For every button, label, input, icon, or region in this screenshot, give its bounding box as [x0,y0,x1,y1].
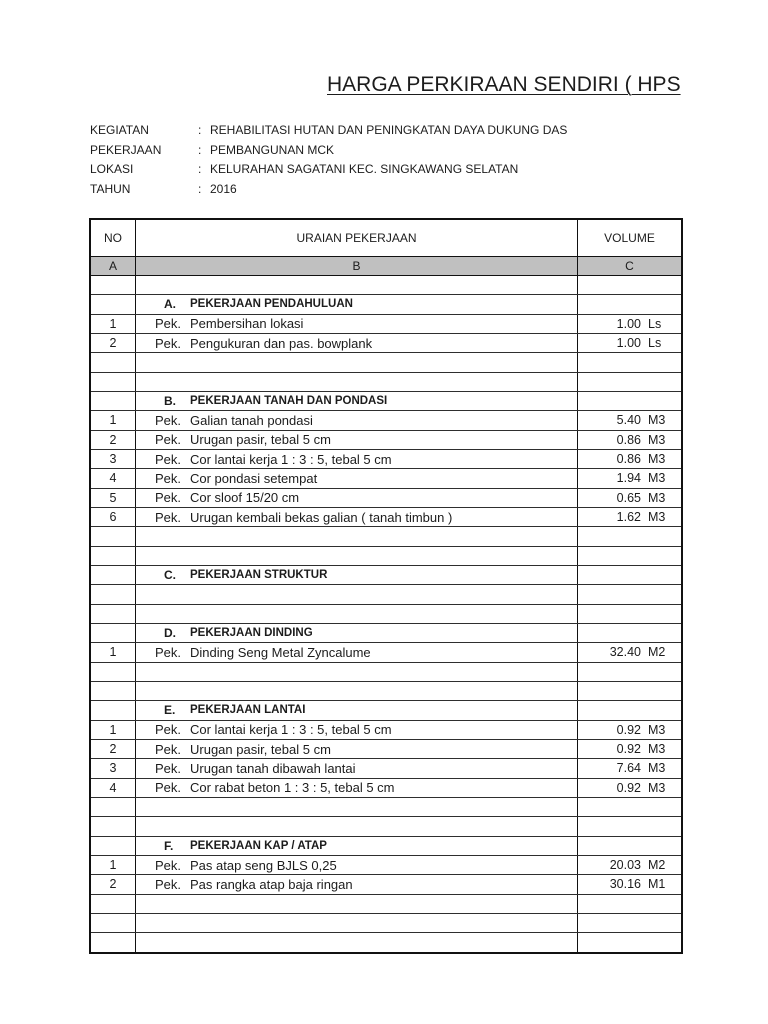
volume-cell [578,450,681,468]
volume-unit: M3 [648,761,666,776]
volume-quantity: 20.03 [609,858,641,872]
item-number: 1 [109,858,117,872]
description-cell [136,508,578,526]
no-cell [91,431,136,449]
no-cell [91,353,136,371]
volume-unit: Ls [648,316,662,331]
no-cell [91,605,136,623]
info-row-kegiatan [90,121,567,141]
no-cell [91,527,136,545]
volume-cell [578,624,681,642]
volume-cell [578,740,681,758]
info-value: REHABILITASI HUTAN DAN PENINGKATAN DAYA DUKUNG DAS [210,123,568,137]
item-prefix: Pek. [155,760,182,776]
description-cell [136,837,578,855]
volume-cell [578,547,681,565]
description-cell [136,315,578,333]
item-description: Pas rangka atap baja ringan [190,876,353,892]
description-cell [136,547,578,565]
item-number: 2 [109,742,117,757]
volume-unit: M2 [648,645,666,660]
work-item-row [91,431,681,450]
description-cell [136,779,578,797]
volume-cell [578,817,681,835]
blank-row [91,663,681,682]
item-number: 2 [109,336,117,351]
description-cell [136,585,578,603]
description-cell [136,740,578,758]
volume-unit: M3 [648,780,666,795]
no-cell [91,373,136,391]
volume-unit: Ls [648,336,662,351]
volume-cell [578,392,681,410]
item-number: 1 [109,722,117,737]
description-cell [136,334,578,352]
item-prefix: Pek. [155,432,182,448]
no-cell [91,547,136,565]
volume-quantity: 1.62 [616,510,641,525]
hps-table [89,218,683,954]
volume-unit: M3 [648,413,666,428]
blank-row [91,798,681,817]
blank-row [91,527,681,546]
table-body [91,276,681,952]
volume-quantity: 0.65 [616,490,641,505]
volume-quantity: 5.40 [616,413,641,428]
description-cell [136,817,578,835]
volume-cell [578,411,681,429]
no-cell [91,489,136,507]
volume-cell [578,315,681,333]
section-title: PEKERJAAN STRUKTUR [190,569,328,582]
description-cell [136,295,578,313]
volume-unit: M3 [648,722,666,737]
section-letter: F. [164,838,174,853]
header-no: NO [91,220,136,256]
volume-cell [578,431,681,449]
item-description: Dinding Seng Metal Zyncalume [190,644,371,660]
section-letter: B. [164,394,176,409]
item-prefix: Pek. [155,509,182,525]
item-description: Cor pondasi setempat [190,470,318,486]
volume-unit: M3 [648,471,666,486]
description-cell [136,895,578,913]
volume-quantity: 32.40 [609,645,641,660]
volume-cell [578,489,681,507]
description-cell [136,469,578,487]
no-cell [91,566,136,584]
work-item-row [91,315,681,334]
description-cell [136,431,578,449]
item-number: 6 [109,510,117,525]
volume-quantity: 0.92 [616,722,641,737]
info-separator: : [198,142,202,157]
no-cell [91,450,136,468]
volume-quantity: 0.92 [616,742,641,757]
blank-row [91,353,681,372]
blank-row [91,276,681,295]
section-header-row [91,624,681,643]
description-cell [136,759,578,777]
no-cell [91,701,136,719]
info-row-lokasi [90,160,567,180]
table-header-row [91,220,681,257]
blank-row [91,817,681,836]
item-prefix: Pek. [155,857,182,873]
no-cell [91,682,136,700]
section-title: PEKERJAAN PENDAHULUAN [190,298,353,311]
volume-cell [578,469,681,487]
item-prefix: Pek. [155,490,182,506]
no-cell [91,276,136,294]
info-value: KELURAHAN SAGATANI KEC. SINGKAWANG SELATAN [210,162,519,177]
volume-cell [578,353,681,371]
item-number: 3 [109,761,117,776]
blank-row [91,373,681,392]
no-cell [91,721,136,739]
blank-row [91,585,681,604]
item-number: 2 [109,877,117,892]
work-item-row [91,643,681,662]
volume-cell [578,295,681,313]
item-prefix: Pek. [155,876,182,892]
volume-cell [578,798,681,816]
no-cell [91,875,136,893]
item-description: Cor lantai kerja 1 : 3 : 5, tebal 5 cm [190,722,392,738]
section-letter: C. [164,568,176,583]
info-value: PEMBANGUNAN MCK [210,142,335,157]
section-header-row [91,392,681,411]
work-item-row [91,856,681,875]
item-description: Cor rabat beton 1 : 3 : 5, tebal 5 cm [190,780,395,796]
description-cell [136,489,578,507]
description-cell [136,353,578,371]
section-letter: D. [164,626,176,641]
volume-cell [578,837,681,855]
no-cell [91,798,136,816]
info-value: 2016 [210,181,237,196]
volume-cell [578,643,681,661]
item-prefix: Pek. [155,722,182,738]
volume-cell [578,701,681,719]
item-number: 4 [109,471,117,486]
description-cell [136,721,578,739]
volume-cell [578,585,681,603]
description-cell [136,798,578,816]
info-label: LOKASI [90,162,134,177]
work-item-row [91,875,681,894]
item-number: 3 [109,452,117,467]
work-item-row [91,740,681,759]
item-number: 1 [109,316,117,331]
info-label: TAHUN [90,181,131,196]
column-code-description: B [136,257,578,275]
no-cell [91,469,136,487]
work-item-row [91,489,681,508]
work-item-row [91,721,681,740]
work-item-row [91,334,681,353]
item-number: 4 [109,780,117,795]
no-cell [91,759,136,777]
item-description: Urugan pasir, tebal 5 cm [190,741,331,757]
volume-quantity: 1.00 [616,316,641,331]
volume-quantity: 7.64 [616,761,641,776]
no-cell [91,315,136,333]
item-prefix: Pek. [155,451,182,467]
volume-quantity: 30.16 [609,877,641,892]
item-description: Pengukuran dan pas. bowplank [190,335,373,351]
no-cell [91,856,136,874]
work-item-row [91,411,681,430]
volume-quantity: 0.86 [616,452,641,467]
blank-row [91,605,681,624]
column-code-no: A [91,257,136,275]
description-cell [136,605,578,623]
description-cell [136,856,578,874]
item-number: 5 [109,490,117,505]
volume-cell [578,682,681,700]
description-cell [136,701,578,719]
volume-cell [578,856,681,874]
description-cell [136,373,578,391]
section-title: PEKERJAAN DINDING [190,627,313,640]
description-cell [136,663,578,681]
column-code-row [91,257,681,276]
no-cell [91,585,136,603]
info-block [90,121,567,200]
item-description: Cor sloof 15/20 cm [190,490,300,506]
item-description: Galian tanah pondasi [190,412,313,428]
section-title: PEKERJAAN LANTAI [190,704,306,717]
blank-row [91,682,681,701]
item-prefix: Pek. [155,316,182,332]
item-number: 2 [109,432,117,447]
section-title: PEKERJAAN TANAH DAN PONDASI [190,395,388,408]
blank-row [91,914,681,933]
description-cell [136,276,578,294]
info-separator: : [198,181,202,196]
item-prefix: Pek. [155,412,182,428]
item-description: Urugan kembali bekas galian ( tanah timbun ) [190,509,453,525]
work-item-row [91,450,681,469]
no-cell [91,411,136,429]
no-cell [91,837,136,855]
no-cell [91,643,136,661]
section-header-row [91,295,681,314]
volume-unit: M3 [648,510,666,525]
description-cell [136,875,578,893]
info-row-pekerjaan [90,141,567,161]
blank-row [91,547,681,566]
item-description: Urugan pasir, tebal 5 cm [190,432,331,448]
header-volume: VOLUME [604,231,655,245]
volume-cell [578,721,681,739]
item-description: Urugan tanah dibawah lantai [190,760,356,776]
blank-row [91,933,681,952]
work-item-row [91,508,681,527]
description-cell [136,411,578,429]
section-letter: E. [164,703,176,718]
description-cell [136,392,578,410]
volume-cell [578,914,681,932]
no-cell [91,663,136,681]
info-row-tahun [90,180,567,200]
no-cell [91,740,136,758]
item-description: Cor lantai kerja 1 : 3 : 5, tebal 5 cm [190,451,392,467]
no-cell [91,779,136,797]
volume-cell [578,663,681,681]
section-header-row [91,837,681,856]
no-cell [91,295,136,313]
description-cell [136,624,578,642]
no-cell [91,933,136,952]
work-item-row [91,759,681,778]
volume-unit: M1 [648,877,666,892]
item-number: 1 [109,413,117,428]
volume-cell [578,527,681,545]
no-cell [91,392,136,410]
volume-cell [578,334,681,352]
info-separator: : [198,162,202,177]
volume-unit: M3 [648,742,666,757]
volume-unit: M3 [648,452,666,467]
info-label: PEKERJAAN [90,142,162,157]
volume-cell [578,779,681,797]
info-label: KEGIATAN [90,123,149,137]
volume-quantity: 1.94 [616,471,641,486]
no-cell [91,895,136,913]
section-title: PEKERJAAN KAP / ATAP [190,839,327,852]
blank-row [91,895,681,914]
description-cell [136,914,578,932]
section-letter: A. [164,297,176,312]
description-cell [136,643,578,661]
volume-unit: M3 [648,432,666,447]
document-title: HARGA PERKIRAAN SENDIRI ( HPS [327,73,681,96]
column-code-volume: C [625,259,634,273]
item-prefix: Pek. [155,335,182,351]
volume-cell [578,895,681,913]
volume-cell [578,566,681,584]
volume-cell [578,276,681,294]
volume-cell [578,605,681,623]
volume-cell [578,508,681,526]
volume-cell [578,875,681,893]
volume-quantity: 0.92 [616,780,641,795]
volume-cell [578,933,681,952]
section-header-row [91,566,681,585]
no-cell [91,334,136,352]
item-number: 1 [109,645,117,660]
item-prefix: Pek. [155,644,182,660]
volume-cell [578,759,681,777]
volume-quantity: 0.86 [616,432,641,447]
header-description: URAIAN PEKERJAAN [136,220,578,256]
no-cell [91,624,136,642]
volume-quantity: 1.00 [616,336,641,351]
description-cell [136,682,578,700]
description-cell [136,527,578,545]
work-item-row [91,779,681,798]
work-item-row [91,469,681,488]
no-cell [91,817,136,835]
volume-unit: M3 [648,490,666,505]
item-description: Pembersihan lokasi [190,316,304,332]
no-cell [91,914,136,932]
description-cell [136,566,578,584]
item-prefix: Pek. [155,470,182,486]
item-prefix: Pek. [155,780,182,796]
info-separator: : [198,123,202,137]
description-cell [136,450,578,468]
item-description: Pas atap seng BJLS 0,25 [190,857,337,873]
volume-cell [578,373,681,391]
section-header-row [91,701,681,720]
item-prefix: Pek. [155,741,182,757]
description-cell [136,933,578,952]
volume-unit: M2 [648,858,666,872]
no-cell [91,508,136,526]
